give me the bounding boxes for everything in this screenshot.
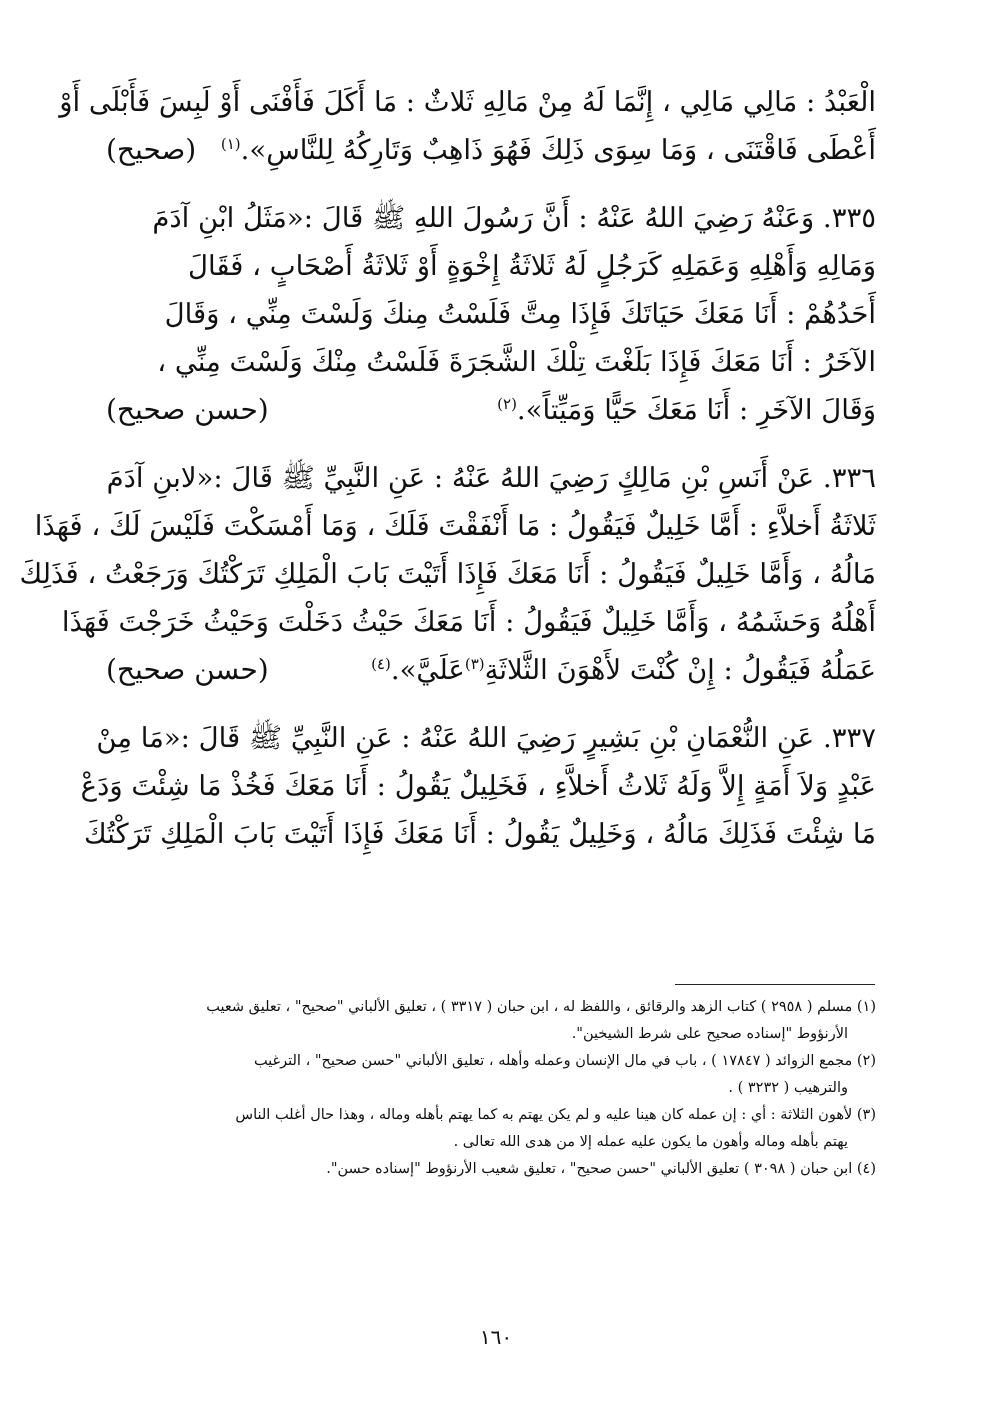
text-line-content: وَقَالَ الآخَرِ : أَنَا مَعَكَ حَيًّا وَمَيِّتاً». xyxy=(516,394,876,426)
text-line: عَبْدٍ وَلاَ أَمَةٍ إِلاَّ وَلَهُ ثَلاثُ أَخلاَّءِ ، فَخَلِيلٌ يَقُولُ : أَنَا مَعَكَ فَخُذْ مَا شِئْتَ وَدَعْ xyxy=(80,770,876,802)
text-line: الآخَرُ : أَنَا مَعَكَ فَإِذَا بَلَغْتَ تِلْكَ الشَّجَرَةَ فَلَسْتُ مِنْكَ وَلَسْتَ مِنِّي ، xyxy=(157,346,876,378)
footnote-text: مسلم ( ٢٩٥٨ ) كتاب الزهد والرقائق ، واللفظ له ، ابن حبان ( ٣٣١٧ ) ، تعليق الألباني "صحيح" ، تعليق شعيب xyxy=(206,999,853,1015)
text-line: ٣٣٦. عَنْ أَنَسِ بْنِ مَالِكٍ رَضِيَ اللهُ عَنْهُ : عَنِ النَّبِيِّ ﷺ قَالَ :«لابنِ آدَمَ xyxy=(106,462,876,494)
paragraph-hadith-335 xyxy=(106,194,876,434)
footnotes xyxy=(106,994,876,1183)
text-line: ثَلاثَةُ أَخلاَّءِ : أَمَّا خَلِيلٌ فَيَقُولُ : مَا أَنْفَقْتَ فَلَكَ ، وَمَا أَمْسَكْتَ فَلَيْسَ لَكَ ، فَهَذَا xyxy=(34,510,876,542)
footnote-text-continuation: الأرنؤوط "إسناده صحيح على شرط الشيخين". xyxy=(571,1026,848,1042)
paragraph-hadith-337 xyxy=(80,714,876,858)
text-line-last xyxy=(106,386,876,434)
text-line: مَالُهُ ، وَأَمَّا خَلِيلٌ فَيَقُولُ : أَنَا مَعَكَ فَإِذَا أَتَيْتَ بَابَ الْمَلِكِ تَرَكْتُكَ وَرَجَعْتُ ، فَذَلِكَ xyxy=(19,558,876,590)
text-line: وَمَالِهِ وَأَهْلِهِ وَعَمَلِهِ كَرَجُلٍ لَهُ ثَلاثَةُ إِخْوَةٍ أَوْ ثَلاثَةُ أَصْحَابٍ ، فَقَالَ xyxy=(188,250,876,282)
text-line-content: أَعْطَى فَاقْتَنَى ، وَمَا سِوَى ذَلِكَ فَهُوَ ذَاهِبٌ وَتَارِكُهُ لِلنَّاسِ». xyxy=(240,134,876,166)
text-line: مَا شِئْتَ فَذَلِكَ مَالُهُ ، وَخَلِيلٌ يَقُولُ : أَنَا مَعَكَ فَإِذَا أَتَيْتَ بَابَ الْمَلِكِ تَرَكْتُكَ xyxy=(84,818,876,850)
footnote-divider xyxy=(675,984,875,985)
footnote-label: (٣) xyxy=(856,1107,876,1123)
paragraph-hadith-continuation xyxy=(59,78,876,174)
footnote-2 xyxy=(106,1048,876,1102)
footnote-text-continuation: والترهيب ( ٣٢٣٢ ) . xyxy=(728,1080,848,1096)
text-line-content: عَمَلُهُ فَيَقُولُ : إِنْ كُنْتَ لأَهْوَنَ الثَّلاثَةِ xyxy=(484,654,876,686)
hadith-grade: (حسن صحيح) xyxy=(106,653,269,686)
hadith-grade: (حسن صحيح) xyxy=(106,393,269,426)
footnote-ref[interactable]: (٢) xyxy=(497,394,517,413)
hadith-grade: (صحيح) xyxy=(106,133,197,166)
footnote-label: (٢) xyxy=(856,1053,876,1069)
footnote-ref[interactable]: (٣) xyxy=(464,654,485,673)
footnote-text-continuation: يهتم بأهله وماله وأهون ما يكون عليه عمله إلا من هدى الله تعالى . xyxy=(453,1134,848,1150)
page-body xyxy=(19,78,876,878)
footnote-label: (١) xyxy=(856,999,876,1015)
footnote-4 xyxy=(106,1156,876,1183)
paragraph-hadith-336 xyxy=(19,454,876,694)
text-line: ٣٣٥. وَعَنْهُ رَضِيَ اللهُ عَنْهُ : أَنَّ رَسُولَ اللهِ ﷺ قَالَ :«مَثَلُ ابْنِ آدَمَ xyxy=(152,202,876,234)
footnote-text: مجمع الزوائد ( ١٧٨٤٧ ) ، باب في مال الإنسان وعمله وأهله ، تعليق الألباني "حسن صحيح" ، الترغيب xyxy=(253,1053,853,1069)
text-line-tail: عَلَيَّ». xyxy=(390,654,465,686)
page-number: ١٦٠ xyxy=(479,1325,513,1349)
footnote-3 xyxy=(106,1102,876,1156)
footnote-label: (٤) xyxy=(856,1161,876,1177)
footnote-ref[interactable]: (٤) xyxy=(371,654,391,673)
footnote-ref[interactable]: (١) xyxy=(220,134,241,153)
text-line-last xyxy=(106,126,876,174)
text-line: الْعَبْدُ : مَالِي مَالِي ، إِنَّمَا لَهُ مِنْ مَالِهِ ثَلاثٌ : مَا أَكَلَ فَأَفْنَى أَوْ لَبِسَ فَأَبْلَى أَوْ xyxy=(59,86,876,118)
text-line: أَهْلُهُ وَحَشَمُهُ ، وَأَمَّا خَلِيلٌ فَيَقُولُ : أَنَا مَعَكَ حَيْثُ دَخَلْتَ وَحَيْثُ خَرَجْتَ فَهَذَا xyxy=(61,606,876,638)
footnote-1 xyxy=(106,994,876,1048)
footnote-text: ابن حبان ( ٣٠٩٨ ) تعليق الألباني "حسن صحيح" ، تعليق شعيب الأرنؤوط "إسناده حسن". xyxy=(326,1161,853,1177)
text-line: ٣٣٧. عَنِ النُّعْمَانِ بْنِ بَشِيرٍ رَضِيَ اللهُ عَنْهُ : عَنِ النَّبِيِّ ﷺ قَالَ :«مَا مِنْ xyxy=(96,722,876,754)
text-line-last xyxy=(106,646,876,694)
text-line: أَحَدُهُمْ : أَنَا مَعَكَ حَيَاتَكَ فَإِذَا مِتَّ فَلَسْتُ مِنكَ وَلَسْتَ مِنِّي ، وَقَالَ xyxy=(164,298,876,330)
footnote-text: لأهون الثلاثة : أي : إن عمله كان هينا عليه و لم يكن يهتم به كما يهتم بأهله وماله ، وهذا حال أغلب الناس xyxy=(235,1107,853,1123)
